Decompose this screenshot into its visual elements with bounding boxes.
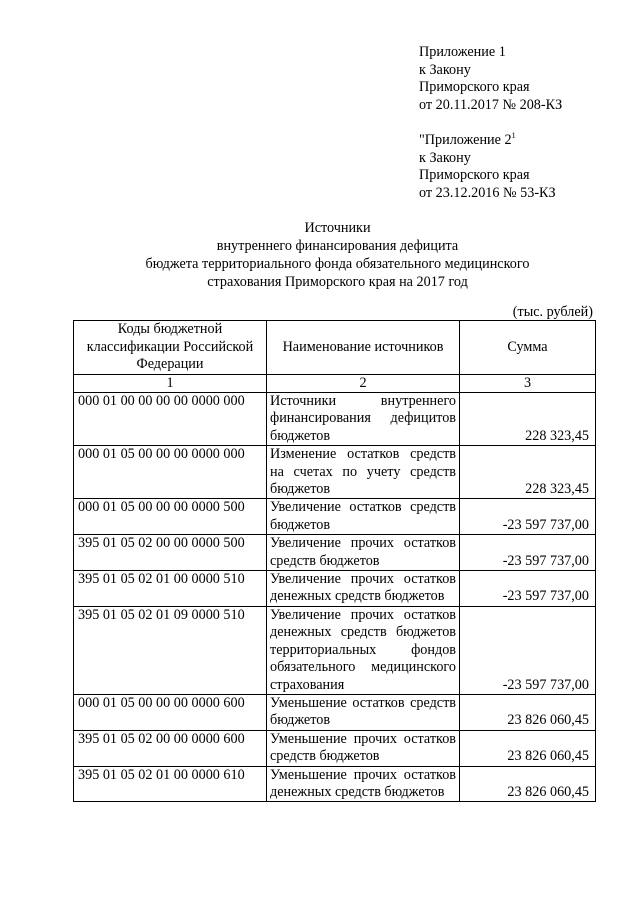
column-number: 3: [460, 375, 596, 393]
title-line-2: внутреннего финансирования дефицита: [216, 238, 459, 254]
budget-code-cell: 395 01 05 02 01 09 0000 510: [74, 606, 267, 694]
column-number: 2: [267, 375, 460, 393]
table-row: [74, 766, 596, 802]
appendix-reference-amended: [419, 132, 556, 202]
amended-appendix-number: [419, 132, 556, 150]
table-row: [74, 499, 596, 535]
amended-appendix-number-text: "Приложение 2: [419, 132, 512, 148]
units-label: (тыс. рублей): [512, 304, 593, 320]
header-name: Наименование источников: [267, 321, 460, 375]
table-row: [74, 730, 596, 766]
source-name-cell: Увеличение прочих остатков денежных средств бюджетов: [267, 571, 460, 607]
table-row: [74, 571, 596, 607]
source-name-cell: Уменьшение остатков средств бюджетов: [267, 694, 460, 730]
budget-code-cell: 395 01 05 02 01 00 0000 510: [74, 571, 267, 607]
source-name-cell: Источники внутреннего финансирования дефицитов бюджетов: [267, 393, 460, 446]
table-row: [74, 694, 596, 730]
budget-code-cell: 395 01 05 02 01 00 0000 610: [74, 766, 267, 802]
budget-code-cell: 000 01 05 00 00 00 0000 000: [74, 446, 267, 499]
source-name-cell: Уменьшение прочих остатков денежных средств бюджетов: [267, 766, 460, 802]
header-sum: Сумма: [460, 321, 596, 375]
amount-cell: 228 323,45: [460, 446, 596, 499]
amount-cell: -23 597 737,00: [460, 499, 596, 535]
budget-code-cell: 000 01 05 00 00 00 0000 600: [74, 694, 267, 730]
source-name-cell: Увеличение остатков средств бюджетов: [267, 499, 460, 535]
source-name-cell: Увеличение прочих остатков средств бюджетов: [267, 535, 460, 571]
appendix-reference-current: [419, 44, 562, 114]
source-name-cell: Уменьшение прочих остатков средств бюджетов: [267, 730, 460, 766]
amended-appendix-law-label: к Закону: [419, 149, 471, 166]
header-codes: Коды бюджетной классификации Российской Федерации: [74, 321, 267, 375]
budget-code-cell: 395 01 05 02 00 00 0000 600: [74, 730, 267, 766]
title-line-3: бюджета территориального фонда обязательного медицинского: [145, 256, 530, 272]
table-row: [74, 446, 596, 499]
amount-cell: -23 597 737,00: [460, 571, 596, 607]
title-line-4: страхования Приморского края на 2017 год: [207, 274, 468, 290]
budget-code-cell: 000 01 00 00 00 00 0000 000: [74, 393, 267, 446]
appendix-law-date: от 20.11.2017 № 208-КЗ: [419, 96, 563, 113]
budget-code-cell: 395 01 05 02 00 00 0000 500: [74, 535, 267, 571]
table-row: [74, 535, 596, 571]
amount-cell: 23 826 060,45: [460, 694, 596, 730]
appendix-number: Приложение 1: [419, 44, 506, 60]
table-row: [74, 393, 596, 446]
budget-code-cell: 000 01 05 00 00 00 0000 500: [74, 499, 267, 535]
amount-cell: -23 597 737,00: [460, 606, 596, 694]
amount-cell: 23 826 060,45: [460, 766, 596, 802]
amended-appendix-region: Приморского края: [419, 167, 530, 183]
amended-appendix-superscript: 1: [511, 131, 516, 140]
column-number-row: [74, 375, 596, 393]
amount-cell: 228 323,45: [460, 393, 596, 446]
source-name-cell: Увеличение прочих остатков денежных средств бюджетов территориальных фондов обязательного медицинского страхования: [267, 606, 460, 694]
document-title: [60, 219, 615, 291]
amount-cell: 23 826 060,45: [460, 730, 596, 766]
column-number: 1: [74, 375, 267, 393]
table-header-row: [74, 321, 596, 375]
title-line-1: Источники: [304, 220, 371, 236]
amended-appendix-law-date: от 23.12.2016 № 53-КЗ: [419, 184, 556, 201]
appendix-region: Приморского края: [419, 79, 530, 95]
appendix-law-label: к Закону: [419, 61, 471, 78]
source-name-cell: Изменение остатков средств на счетах по учету средств бюджетов: [267, 446, 460, 499]
amount-cell: -23 597 737,00: [460, 535, 596, 571]
financing-sources-table: [73, 320, 596, 802]
table-row: [74, 606, 596, 694]
